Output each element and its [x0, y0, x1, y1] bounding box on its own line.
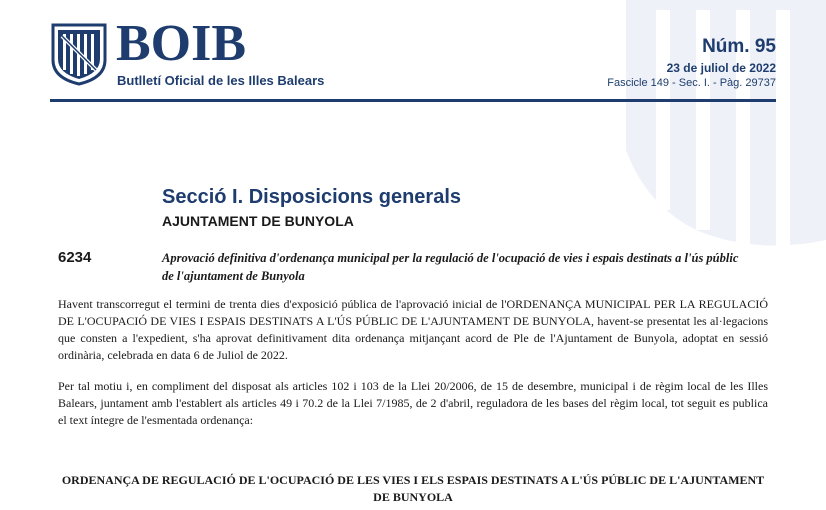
section-title: Secció I. Disposicions generals	[162, 186, 462, 208]
header-divider	[50, 99, 776, 102]
publication-subtitle: Butlletí Oficial de les Illes Balears	[117, 73, 325, 88]
body-paragraph: Per tal motiu i, en compliment del disposat als articles 102 i 103 de la Llei 20/2006, de 15 de desembre, municipal i de règim local de les Illes Balears, juntament amb l'establert als articles 49 i 70.2 de la Llei 7/1985, de 2 d'abril, reguladora de les bases del règim local, tot seguit es publica el text íntegre de l'esmentada ordenança:	[58, 379, 768, 427]
issue-info	[607, 36, 776, 90]
announcement-title: Aprovació definitiva d'ordenança municipal per la regulació de l'ocupació de vies i espais destinats a l'ús públic de l'ajuntament de Bunyola	[162, 251, 739, 283]
announcement-number: 6234	[58, 249, 92, 266]
issue-fascicle: Fascicle 149 - Sec. I. - Pàg. 29737	[607, 77, 776, 89]
section-entity: AJUNTAMENT DE BUNYOLA	[162, 213, 354, 229]
body-paragraph: Havent transcorregut el termini de trenta dies d'exposició pública de l'aprovació inicial de l'ORDENANÇA MUNICIPAL PER LA REGULACIÓ DE L'OCUPACIÓ DE VIES I ESPAIS DESTINATS A L'ÚS PÚBLIC DE L'AJUNTAMENT DE BUNYOLA, havent-se presentat les al·legacions que consten a l'expedient, s'ha aprovat definitivament dita ordenança mitjançant acord de Ple de l'Ajuntament de Bunyola, adoptat en sessió ordinària, celebrada en data 6 de Juliol de 2022.	[58, 297, 768, 362]
publication-logo-text: BOIB	[116, 15, 247, 72]
page-header	[50, 15, 776, 104]
issue-date: 23 de juliol de 2022	[666, 61, 776, 75]
issue-number: Núm. 95	[702, 36, 776, 57]
balearic-shield-icon	[50, 22, 108, 86]
ordinance-title: ORDENANÇA DE REGULACIÓ DE L'OCUPACIÓ DE LES VIES I ELS ESPAIS DESTINATS A L'ÚS PÚBLIC DE L'AJUNTAMENT DE BUNYOLA	[61, 473, 765, 504]
